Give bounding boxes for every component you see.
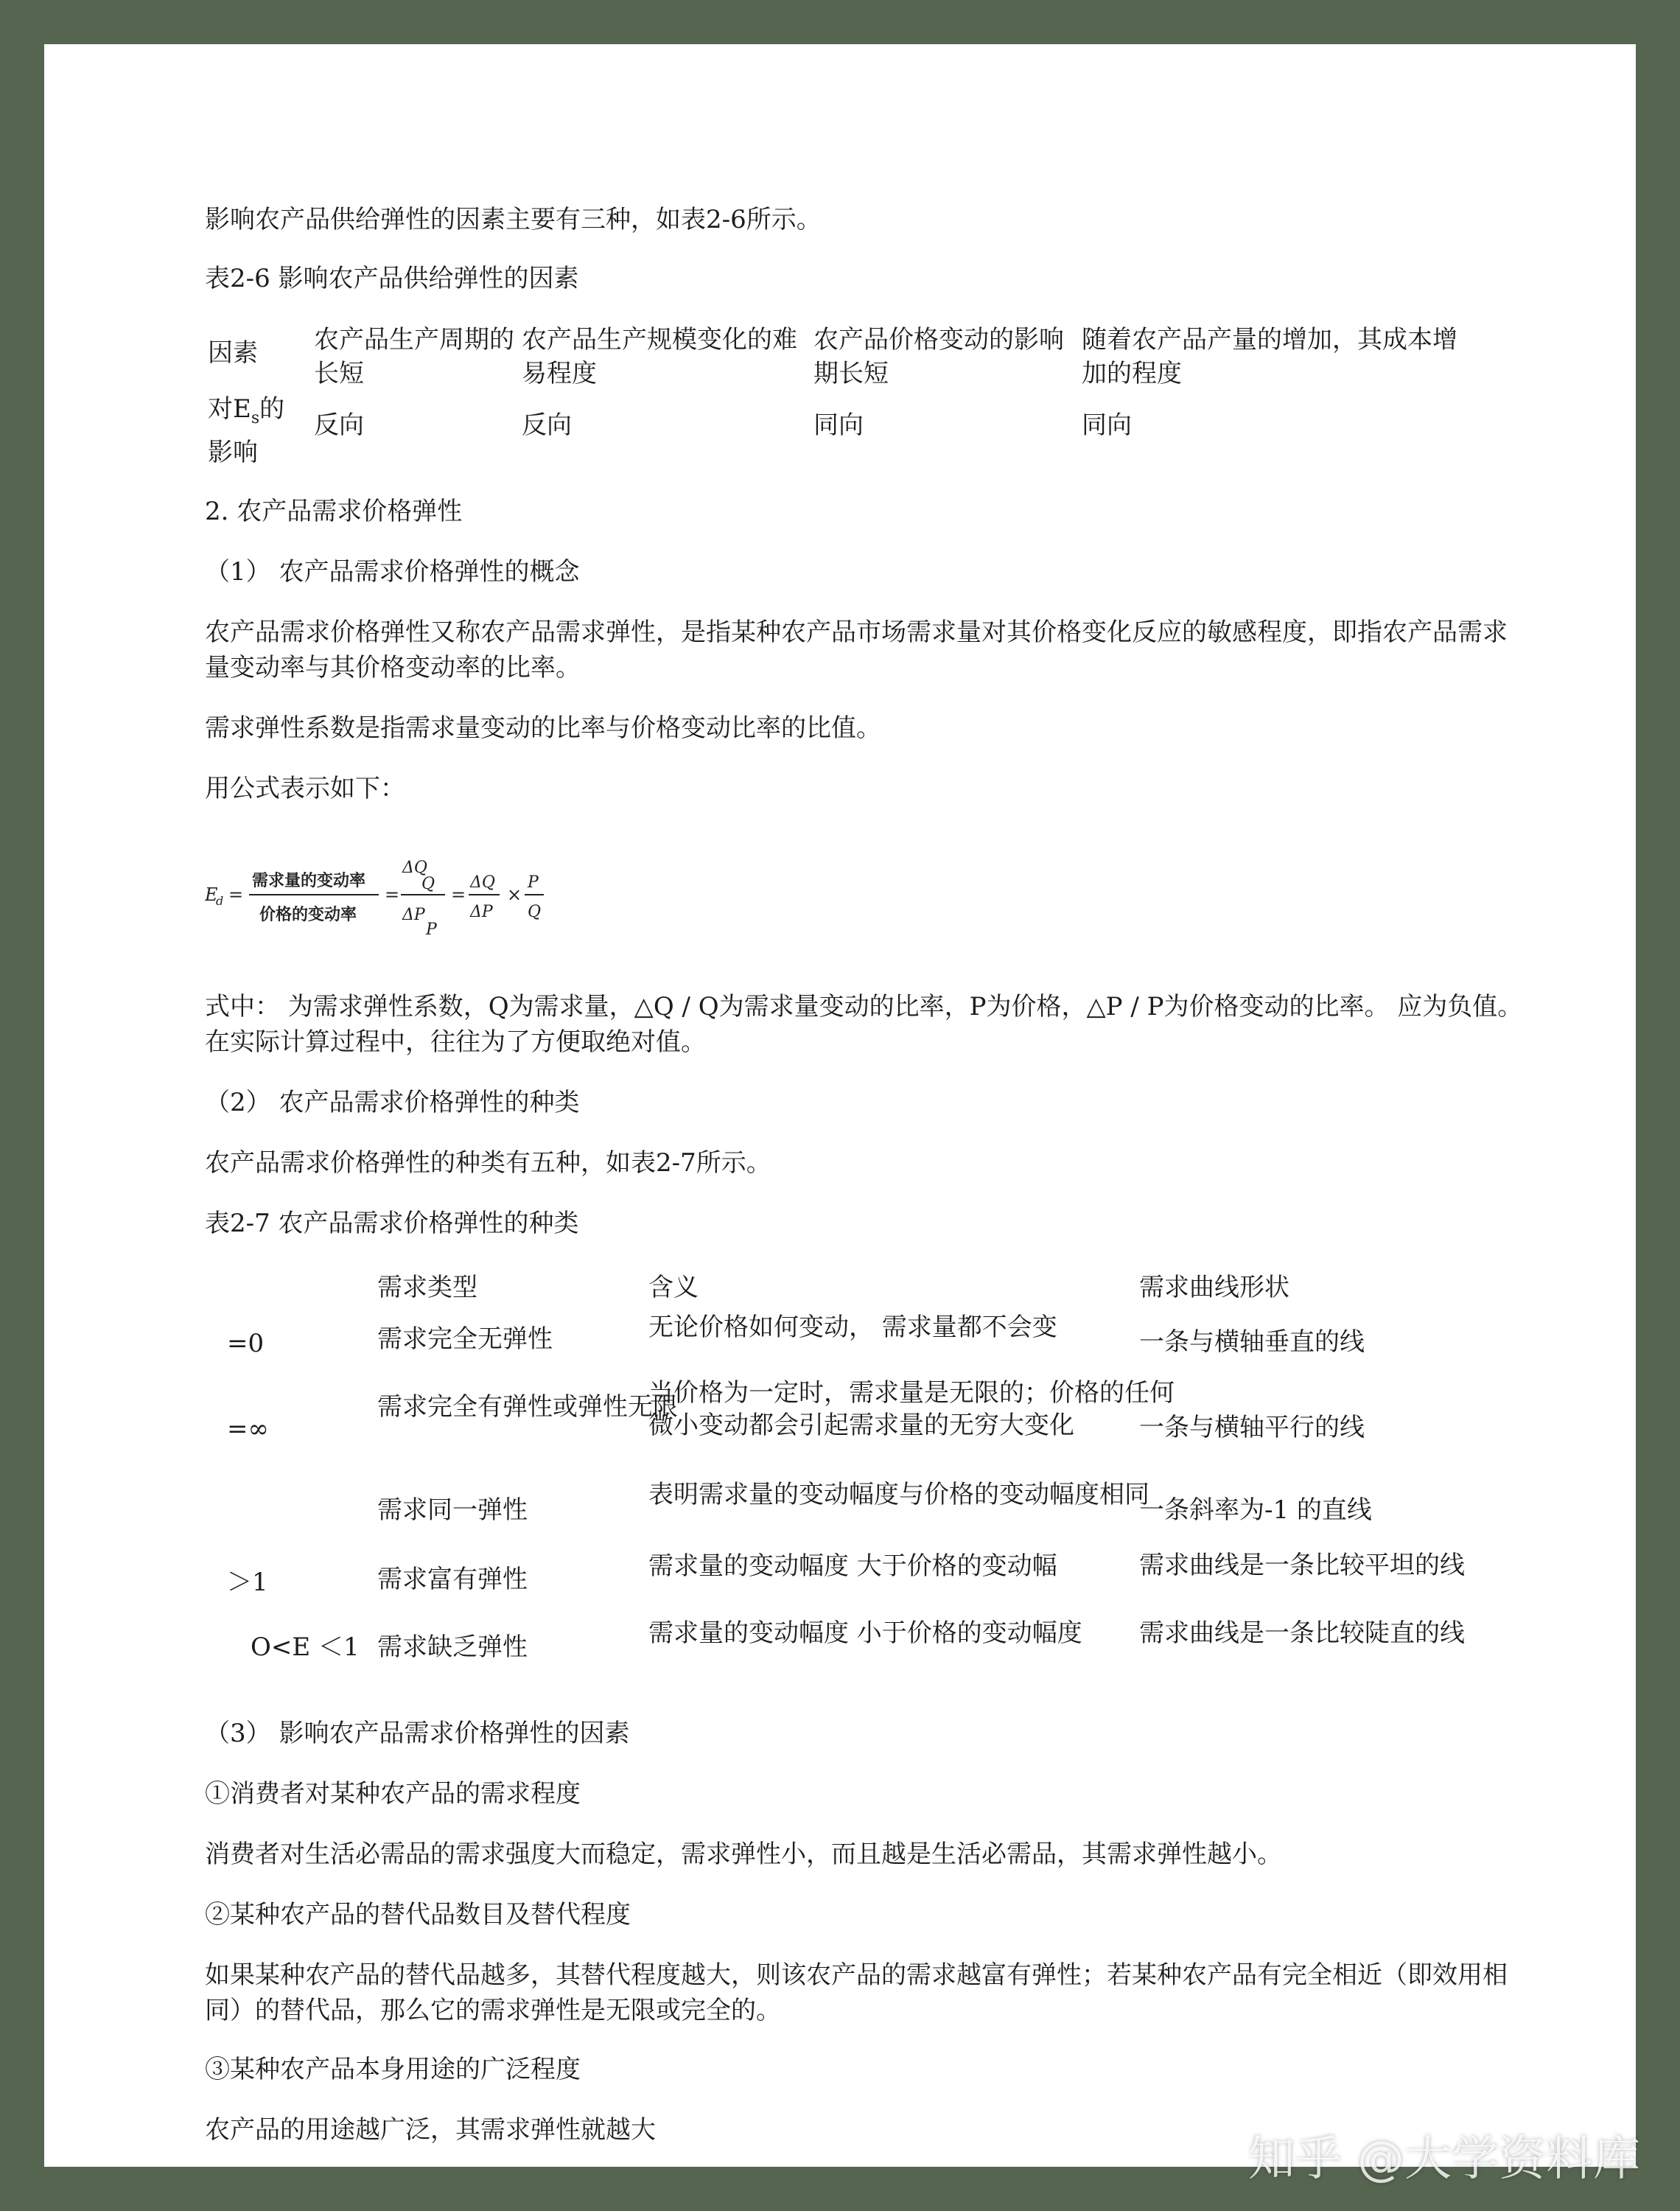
elasticity-formula xyxy=(205,840,617,951)
formula-denominator-text: 价格的变动率 xyxy=(259,906,357,924)
formula-dq: ΔQ xyxy=(402,859,427,877)
formula-lhs-sub: d xyxy=(216,894,224,908)
table-2-7-shape: 一条与横轴平行的线 xyxy=(1139,1413,1365,1442)
table-2-6-cell: 同向 xyxy=(1082,411,1132,440)
table-2-6-head-factor: 因素 xyxy=(208,338,258,368)
table-2-7-value: O<E ＜1 xyxy=(251,1632,360,1662)
table-2-6-cell: 农产品生产规模变化的难易程度 xyxy=(522,325,797,388)
factor-2-text: 如果某种农产品的替代品越多，其替代程度越大，则该农产品的需求越富有弹性；若某种农产品有完全相近（即效用相同）的替代品，那么它的需求弹性是无限或完全的。 xyxy=(205,1960,1508,2025)
factor-1-text: 消费者对生活必需品的需求强度大而稳定，需求弹性小，而且越是生活必需品，其需求弹性越小。 xyxy=(205,1840,1282,1869)
table-2-7-meaning: 需求量的变动幅度 小于价格的变动幅度 xyxy=(648,1618,1082,1648)
factor-2-heading: ②某种农产品的替代品数目及替代程度 xyxy=(205,1900,631,1929)
table-2-7-shape: 一条与横轴垂直的线 xyxy=(1139,1327,1365,1357)
table-2-7-type: 需求同一弹性 xyxy=(377,1495,528,1525)
table-2-7-shape: 一条斜率为-1 的直线 xyxy=(1139,1495,1372,1525)
table-2-6-cell: 随着农产品产量的增加，其成本增加的程度 xyxy=(1082,325,1457,388)
table-2-6-head-effect: 对$E_s$的影响 xyxy=(208,394,285,467)
sub-2-heading: （2） 农产品需求价格弹性的种类 xyxy=(205,1088,580,1117)
factor-3-heading: ③某种农产品本身用途的广泛程度 xyxy=(205,2055,581,2084)
document-page xyxy=(44,44,1636,2167)
table-2-6-cell: 农产品生产周期的长短 xyxy=(314,325,514,388)
formula-dp: ΔP xyxy=(402,906,425,924)
factor-1-heading: ①消费者对某种农产品的需求程度 xyxy=(205,1779,581,1809)
para-coeff: 需求弹性系数是指需求量变动的比率与价格变动比率的比值。 xyxy=(205,713,881,743)
table-2-7-meaning: 当价格为一定时，需求量是无限的；价格的任何微小变动都会引起需求量的无穷大变化 xyxy=(648,1378,1175,1440)
table-2-7-shape: 需求曲线是一条比较陡直的线 xyxy=(1139,1618,1465,1648)
table-2-7-type: 需求完全无弹性 xyxy=(377,1324,553,1354)
formula-times: × xyxy=(507,884,522,905)
table-2-7-value: =∞ xyxy=(227,1414,269,1444)
table-2-6-cell: 同向 xyxy=(813,411,864,440)
table-2-6-caption: 表2-6 影响农产品供给弹性的因素 xyxy=(205,264,579,293)
formula-eq: = xyxy=(451,884,466,905)
formula-lhs: E xyxy=(205,884,218,905)
factor-3-text: 农产品的用途越广泛，其需求弹性就越大 xyxy=(205,2115,656,2145)
table-2-6-cell: 反向 xyxy=(314,411,364,440)
table-2-7-type: 需求富有弹性 xyxy=(377,1565,528,1594)
section-2-heading: 2. 农产品需求价格弹性 xyxy=(205,497,463,526)
formula-p: P xyxy=(528,873,539,892)
para-explain: 式中： 为需求弹性系数，Q为需求量，△Q / Q为需求量变动的比率，P为价格，△P / P为价格变动的比率。 应为负值。在实际计算过程中，往往为了方便取绝对值。 xyxy=(205,992,1523,1057)
para-kinds: 农产品需求价格弹性的种类有五种，如表2-7所示。 xyxy=(205,1148,771,1178)
formula-eq: = xyxy=(228,884,244,905)
table-2-7-caption: 表2-7 农产品需求价格弹性的种类 xyxy=(205,1209,579,1238)
table-2-7-meaning: 表明需求量的变动幅度与价格的变动幅度相同 xyxy=(648,1480,1149,1509)
table-2-7-shape: 需求曲线是一条比较平坦的线 xyxy=(1139,1551,1465,1580)
table-2-7-header: 需求曲线形状 xyxy=(1139,1273,1289,1302)
table-2-7-header: 需求类型 xyxy=(377,1273,477,1302)
table-2-6-cell: 农产品价格变动的影响期长短 xyxy=(813,325,1064,388)
formula-dq: ΔQ xyxy=(470,873,495,892)
table-2-7-header: 含义 xyxy=(648,1273,699,1302)
table-2-7-meaning: 需求量的变动幅度 大于价格的变动幅 xyxy=(648,1551,1057,1581)
formula-q: Q xyxy=(421,875,435,893)
para-formula-intro: 用公式表示如下： xyxy=(205,774,405,803)
table-2-6-cell: 反向 xyxy=(522,411,572,440)
table-2-7-meaning: 无论价格如何变动， 需求量都不会变 xyxy=(648,1313,1057,1342)
table-2-7-type: 需求缺乏弹性 xyxy=(377,1632,528,1662)
table-2-7-type: 需求完全有弹性或弹性无限 xyxy=(377,1392,678,1422)
watermark: 知乎 @大学资料库 xyxy=(1247,2132,1640,2187)
formula-eq: = xyxy=(385,884,400,905)
table-2-7-value: ＞1 xyxy=(227,1568,268,1597)
formula-numerator-text: 需求量的变动率 xyxy=(252,872,366,890)
formula-p: P xyxy=(426,921,437,939)
table-2-7-value: =0 xyxy=(227,1329,265,1358)
intro-line: 影响农产品供给弹性的因素主要有三种，如表2-6所示。 xyxy=(205,205,822,234)
para-concept: 农产品需求价格弹性又称农产品需求弹性，是指某种农产品市场需求量对其价格变化反应的敏感程度，即指农产品需求量变动率与其价格变动率的比率。 xyxy=(205,618,1508,682)
sub-3-heading: （3） 影响农产品需求价格弹性的因素 xyxy=(205,1719,630,1748)
formula-dp: ΔP xyxy=(470,903,493,921)
formula-q: Q xyxy=(528,903,542,921)
sub-1-heading: （1） 农产品需求价格弹性的概念 xyxy=(205,557,580,587)
